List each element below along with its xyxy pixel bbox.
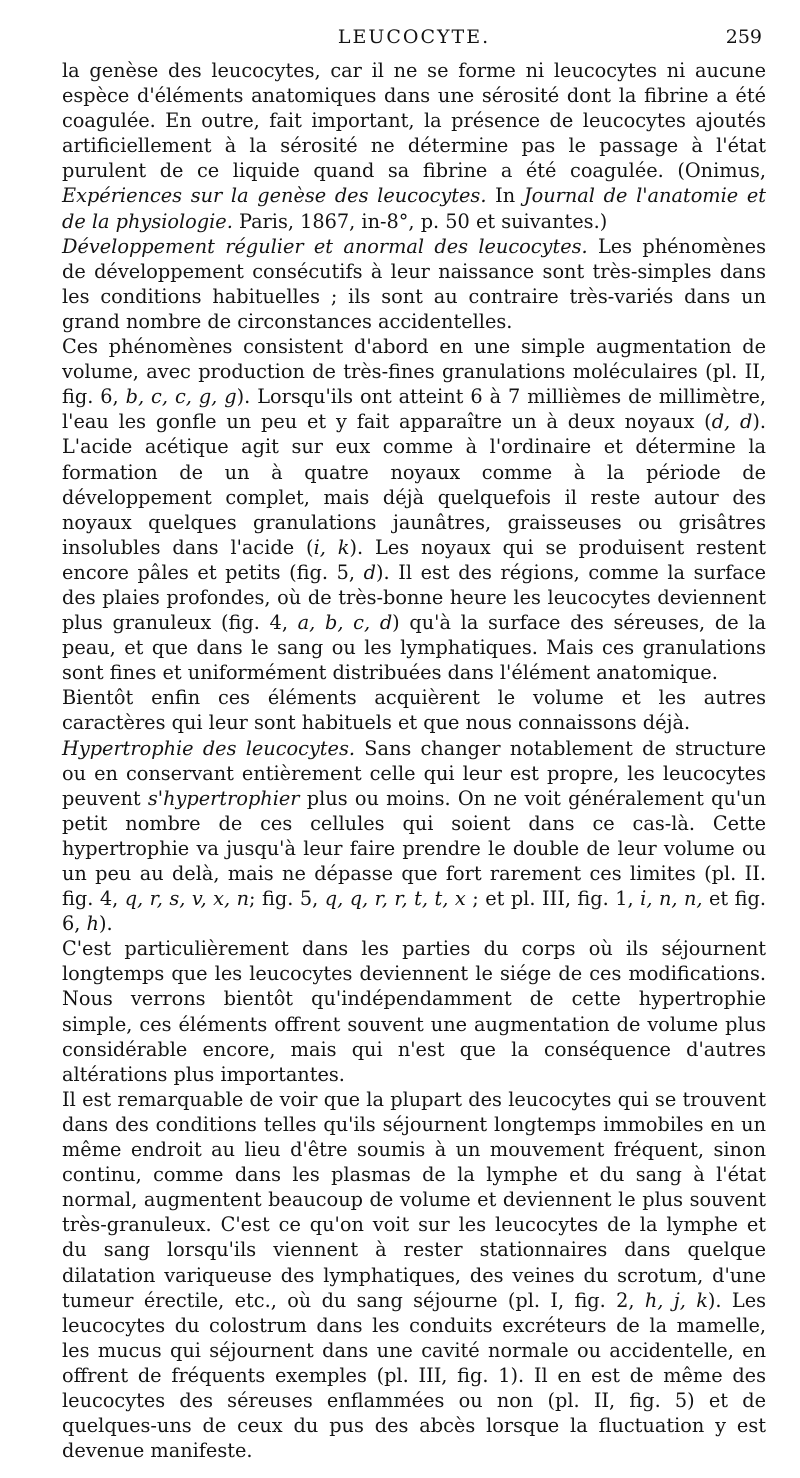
paragraph-bientot xyxy=(62,685,766,735)
italic-run: h, j, k xyxy=(644,1288,708,1312)
paragraph-developpement xyxy=(62,234,766,334)
text-run: Sans changer notablement de structure ou en conservant entièrement celle qui leur est propre, les leucocytes peuvent xyxy=(62,736,766,810)
italic-run: Expériences sur la genèse des leucocytes. xyxy=(62,184,487,208)
italic-run: d, d xyxy=(711,410,753,434)
italic-run: Développement régulier et anormal des leucocytes. xyxy=(62,234,588,258)
italic-run: i, k xyxy=(313,535,350,559)
italic-run: Journal de l'anatomie et de la physiologie. xyxy=(62,184,767,233)
text-run: Les phénomènes de développement consécutifs à leur naissance sont très-simples dans les conditions habituelles ; ils sont au contraire très-variés dans un grand nombre de circonstances accidentelles. xyxy=(62,234,766,333)
text-run: plus ou moins. On ne voit généralement qu'un petit nombre de ces cellules qui soient dans ce cas-là. Cette hypertrophie va jusqu'à leur faire prendre le double de leur volume ou un peu au delà, mais ne dépasse que fort rarement ces limites (pl. II. fig. 4, xyxy=(62,786,766,911)
text-run: ). L'acide acétique agit sur eux comme à l'ordinaire et détermine la formation de un à quatre noyaux comme à la période de développement complet, mais déjà quelquefois il reste autour des noyaux quelques granulations jaunâtres, graisseuses ou grisâtres insolubles dans l'acide ( xyxy=(62,410,766,559)
italic-run: d xyxy=(363,560,376,584)
text-run: et fig. 6, xyxy=(62,887,767,936)
italic-run: a, b, c, d xyxy=(297,611,393,635)
text-run: ). Les leucocytes du colostrum dans les conduits excréteurs de la mamelle, les mucus qui séjournent dans une cavité normale ou accidentelle, en offrent de fréquents exemples (pl. III, fig. 1). Il en est de même des leucocytes des séreuses enflammées ou non (pl. II, fig. 5) et de quelques-uns de ceux du pus des abcès lorsque la fluctuation y est devenue manifeste. xyxy=(62,1288,766,1463)
text-run: Paris, 1867, in-8°, p. 50 et suivantes.) xyxy=(232,209,608,233)
page-header xyxy=(62,26,766,56)
page-number: 259 xyxy=(725,26,762,48)
italic-run: q, r, s, v, x, n xyxy=(124,887,250,911)
italic-run: Hypertrophie des leucocytes. xyxy=(62,736,355,760)
text-run: Il est remarquable de voir que la plupart des leucocytes qui se trouvent dans des conditions telles qu'ils séjournent longtemps immobiles en un même endroit au lieu d'être soumis à un mouvement fréquent, sinon continu, comme dans les plasmas de la lymphe et du sang à l'état normal, augmentent beaucoup de volume et deviennent le plus souvent très-granuleux. C'est ce qu'on voit sur les leucocytes de la lymphe et du sang lorsqu'ils viennent à rester stationnaires dans quelque dilatation variqueuse des lymphatiques, des veines du scrotum, d'une tumeur érectile, etc., où du sang séjourne (pl. I, fig. 2, xyxy=(62,1087,766,1312)
paragraph-phenomenes xyxy=(62,334,766,685)
text-run: la genèse des leucocytes, car il ne se forme ni leucocytes ni aucune espèce d'éléments anatomiques dans une sérosité dont la fibrine a été coagulée. En outre, fait important, la présence de leucocytes ajoutés artificiellement à la sérosité ne détermine pas le passage à l'état purulent de ce liquide quand sa fibrine a été coagulée. (Onimus, xyxy=(62,59,766,183)
paragraph-hypertrophie xyxy=(62,736,766,937)
running-head: LEUCOCYTE. xyxy=(337,26,491,48)
text-run: ). Les noyaux qui se produisent restent encore pâles et petits (fig. 5, xyxy=(62,535,766,584)
text-run: Bientôt enfin ces éléments acquièrent le volume et les autres caractères qui leur sont habituels et que nous connaissons déjà. xyxy=(62,686,766,735)
paragraph-remarquable xyxy=(62,1087,766,1463)
text-run: ). Il est des régions, comme la surface des plaies profondes, où de très-bonne heure les leucocytes deviennent plus granuleux (fig. 4, xyxy=(62,560,766,635)
text-run: In xyxy=(486,184,524,208)
italic-run: i, n, n, xyxy=(640,887,703,911)
text-run: C'est particulièrement dans les parties du corps où ils séjournent longtemps que les leucocytes deviennent le siége de ces modifications. Nous verrons bientôt qu'indépendamment de cette hypertrophie simple, ces éléments offrent souvent une augmentation de volume plus considérable encore, mais qui n'est que la conséquence d'autres altérations plus importantes. xyxy=(62,937,766,1086)
text-run: ; fig. 5, xyxy=(249,887,325,911)
text-run: ) qu'à la surface des séreuses, de la peau, et que dans le sang ou les lymphatiques. Mais ces granulations sont fines et uniformément distribuées dans l'élément anatomique. xyxy=(62,611,766,685)
text-run: Ces phénomènes consistent d'abord en une simple augmentation de volume, avec production de très-fines granulations moléculaires (pl. II, fig. 6, xyxy=(62,335,766,409)
italic-run: h xyxy=(86,912,99,936)
italic-run: s'hypertrophier xyxy=(147,786,300,810)
paragraph-particulierement xyxy=(62,936,766,1087)
italic-run: q, q, r, r, t, t, x xyxy=(324,887,466,911)
italic-run: b, c, c, g, g xyxy=(125,385,237,409)
text-run: ). xyxy=(98,912,113,936)
body-text xyxy=(62,58,766,1463)
text-run: ). Lorsqu'ils ont atteint 6 à 7 millièmes de millimètre, l'eau les gonfle un peu et y fait apparaître un à deux noyaux ( xyxy=(62,385,766,434)
paragraph-genese xyxy=(62,58,766,234)
text-run: ; et pl. III, fig. 1, xyxy=(465,887,641,911)
